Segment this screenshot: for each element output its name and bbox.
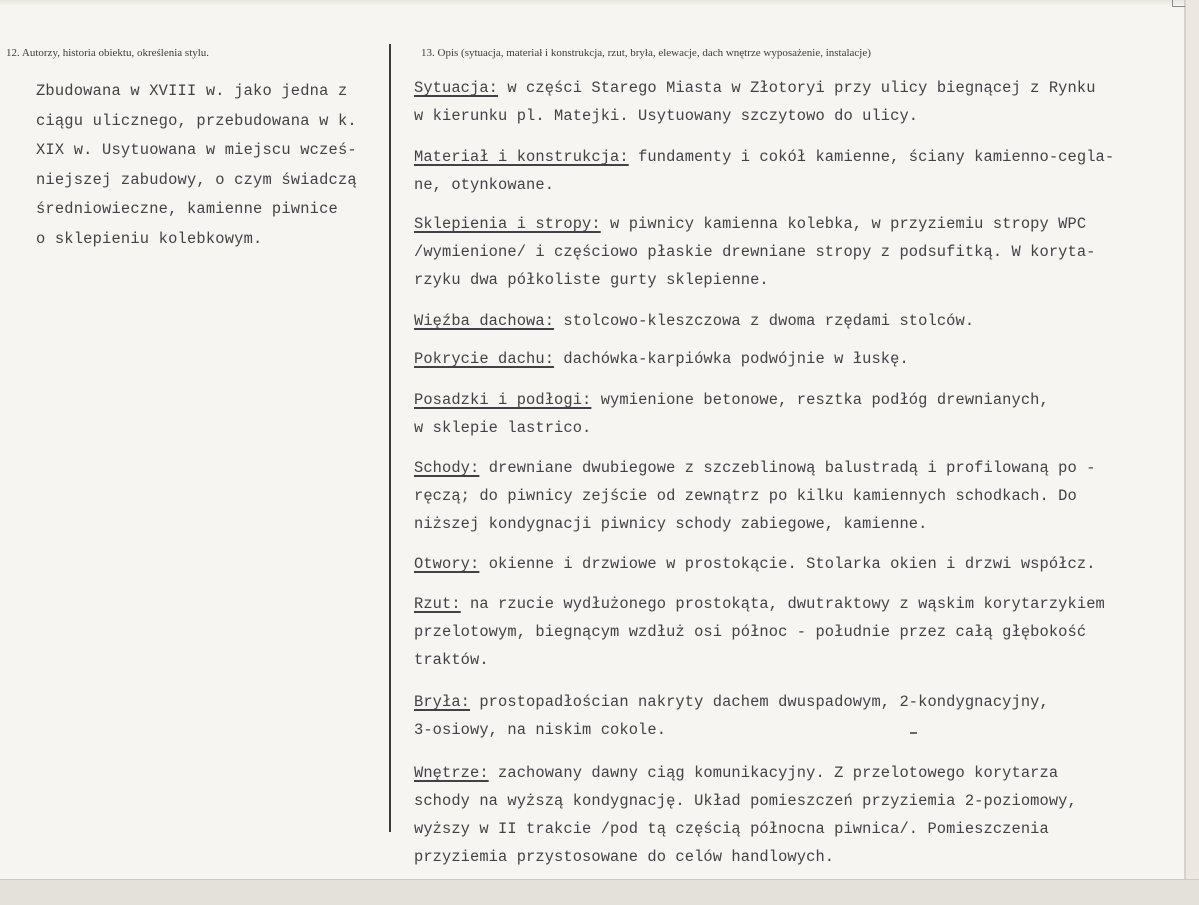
history-line: niejszej zabudowy, o czym świadczą	[36, 170, 357, 189]
section-otwory	[414, 550, 1174, 578]
section-text: zachowany dawny ciąg komunikacyjny. Z przelotowego korytarza	[488, 764, 1059, 782]
section-schody	[414, 454, 1174, 538]
stray-ink-mark	[910, 732, 917, 734]
section-label: Rzut:	[414, 595, 461, 613]
field-13-header: 13. Opis (sytuacja, materiał i konstrukcja, rzut, bryła, elewacje, dach wnętrze wyposażenie, instalacje)	[421, 47, 871, 59]
history-line: Zbudowana w XVIII w. jako jedna z	[36, 82, 348, 100]
section-text: prostopadłościan nakryty dachem dwuspadowym, 2-kondygnacyjny,	[470, 693, 1049, 711]
section-text: wyższy w II trakcie /pod tą częścią północna piwnica/. Pomieszczenia	[414, 820, 1049, 838]
section-text: okienne i drzwiowe w prostokącie. Stolarka okien i drzwi współcz.	[479, 555, 1096, 573]
section-label: Sklepienia i stropy:	[414, 215, 601, 233]
section-text: dachówka-karpiówka podwójnie w łuskę.	[554, 350, 909, 368]
section-text: ne, otynkowane.	[414, 176, 555, 194]
section-text: na rzucie wydłużonego prostokąta, dwutraktowy z wąskim korytarzykiem	[460, 595, 1105, 613]
card-top-edge	[0, 0, 1199, 6]
section-label: Sytuacja:	[414, 79, 499, 97]
section-text: traktów.	[414, 651, 489, 669]
section-wnetrze	[414, 759, 1174, 871]
section-text: stolcowo-kleszczowa z dwoma rzędami stolców.	[554, 312, 975, 330]
corner-mark	[1172, 0, 1185, 7]
card-right-edge	[1186, 0, 1199, 880]
section-label: Posadzki i podłogi:	[414, 391, 592, 409]
section-text: niższej kondygnacji piwnicy schody zabiegowe, kamienne.	[414, 515, 928, 533]
section-text: drewniane dwubiegowe z szczeblinową balustradą i profilowaną po -	[479, 459, 1096, 477]
section-pokrycie	[414, 345, 1174, 373]
section-text: przelotowym, biegnącym wzdłuż osi północ - południe przez całą głębokość	[414, 623, 1087, 641]
section-label: Schody:	[414, 459, 480, 477]
section-posadzki	[414, 386, 1174, 442]
history-line: średniowieczne, kamienne piwnice	[36, 200, 338, 218]
section-label: Wnętrze:	[414, 764, 489, 782]
history-line: o sklepieniu kolebkowym.	[36, 229, 263, 248]
field-12-header: 12. Autorzy, historia obiektu, określenia stylu.	[6, 47, 210, 59]
column-divider	[389, 44, 391, 832]
section-text: rzyku dwa półkoliste gurty sklepienne.	[414, 271, 769, 289]
history-line: ciągu ulicznego, przebudowana w k.	[36, 111, 357, 130]
section-text: fundamenty i cokół kamienne, ściany kamienno-cegla-	[628, 148, 1115, 166]
section-text: 3-osiowy, na niskim cokole.	[414, 721, 667, 739]
section-sklepienia	[414, 210, 1174, 294]
section-text: w piwnicy kamienna kolebka, w przyziemiu stropy WPC	[600, 215, 1087, 233]
section-text: w sklepie lastrico.	[414, 419, 592, 437]
section-label: Bryła:	[414, 693, 471, 711]
section-label: Materiał i konstrukcja:	[414, 148, 629, 166]
section-label: Więźba dachowa:	[414, 312, 555, 330]
section-material	[414, 143, 1174, 199]
section-text: wymienione betonowe, resztka podłóg drewnianych,	[591, 391, 1049, 409]
section-text: w części Starego Miasta w Złotoryi przy ulicy biegnącej z Rynku	[498, 79, 1096, 97]
section-bryla	[414, 688, 1174, 744]
section-text: ręczą; do piwnicy zejście od zewnątrz po kilku kamiennych schodkach. Do	[414, 487, 1077, 505]
section-text: w kierunku pl. Matejki. Usytuowany szczytowo do ulicy.	[414, 107, 919, 125]
section-wiezba	[414, 307, 1174, 335]
section-rzut	[414, 590, 1174, 674]
card-bottom-edge	[0, 880, 1199, 905]
section-text: /wymienione/ i częściowo płaskie drewniane stropy z podsufitką. W koryta-	[414, 243, 1096, 261]
history-text	[36, 77, 381, 254]
history-line: XIX w. Usytuowana w miejscu wcześ-	[36, 141, 357, 159]
section-text: przyziemia przystosowane do celów handlowych.	[414, 848, 835, 866]
section-text: schody na wyższą kondygnację. Układ pomieszczeń przyziemia 2-poziomowy,	[414, 792, 1077, 810]
section-sytuacja	[414, 74, 1174, 130]
section-label: Otwory:	[414, 555, 480, 573]
section-label: Pokrycie dachu:	[414, 350, 555, 368]
